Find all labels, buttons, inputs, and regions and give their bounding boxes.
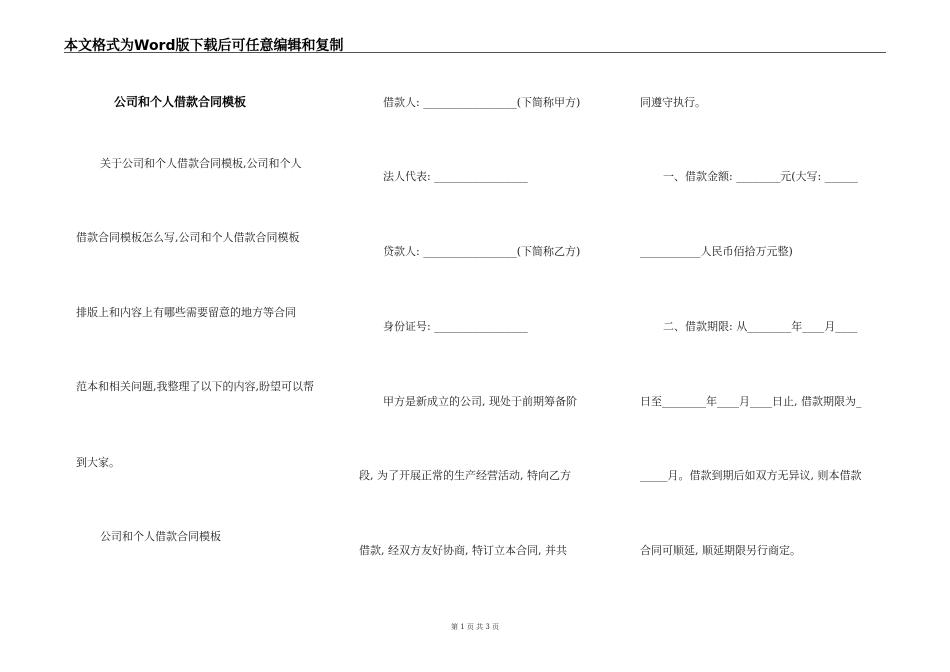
- header-title: 本文格式为Word版下载后可任意编辑和复制: [64, 38, 344, 54]
- paragraph-line: 合同可顺延, 顺延期限另行商定。: [640, 544, 801, 557]
- loan-amount-line: 一、借款金额: ________元(大写: ______: [663, 170, 858, 183]
- paragraph-line: 到大家。: [76, 456, 120, 469]
- loan-term-end-line: 日至________年____月____日止, 借款期限为_: [640, 395, 862, 408]
- page-number: 第 1 页 共 3 页: [450, 623, 500, 631]
- paragraph-line: 借款合同模板怎么写,公司和个人借款合同模板: [76, 231, 300, 244]
- paragraph-line: 甲方是新成立的公司, 现处于前期筹备阶: [383, 395, 577, 408]
- lender-line: 贷款人: _________________(下简称乙方): [383, 245, 581, 258]
- header-rule: [64, 52, 886, 53]
- paragraph-line: 段, 为了开展正常的生产经营活动, 特向乙方: [359, 469, 571, 482]
- doc-heading: 公司和个人借款合同模板: [114, 95, 247, 109]
- paragraph-line: 关于公司和个人借款合同模板,公司和个人: [100, 157, 302, 170]
- id-number-line: 身份证号: _________________: [383, 320, 528, 333]
- loan-term-line: 二、借款期限: 从________年____月____: [663, 320, 858, 333]
- loan-amount-words-line: ___________人民币佰拾万元整): [640, 245, 793, 258]
- subheading-line: 公司和个人借款合同模板: [100, 530, 221, 543]
- legal-rep-line: 法人代表: _________________: [383, 170, 528, 183]
- paragraph-line: 借款, 经双方友好协商, 特订立本合同, 并共: [359, 544, 567, 557]
- document-header: [64, 32, 886, 54]
- paragraph-line: _____月。借款到期后如双方无异议, 则本借款: [640, 469, 862, 482]
- borrower-line: 借款人: _________________(下简称甲方): [383, 96, 581, 109]
- paragraph-line: 排版上和内容上有哪些需要留意的地方等合同: [76, 306, 296, 319]
- paragraph-line: 同遵守执行。: [640, 96, 706, 109]
- paragraph-line: 范本和相关问题,我整理了以下的内容,盼望可以帮: [76, 380, 314, 393]
